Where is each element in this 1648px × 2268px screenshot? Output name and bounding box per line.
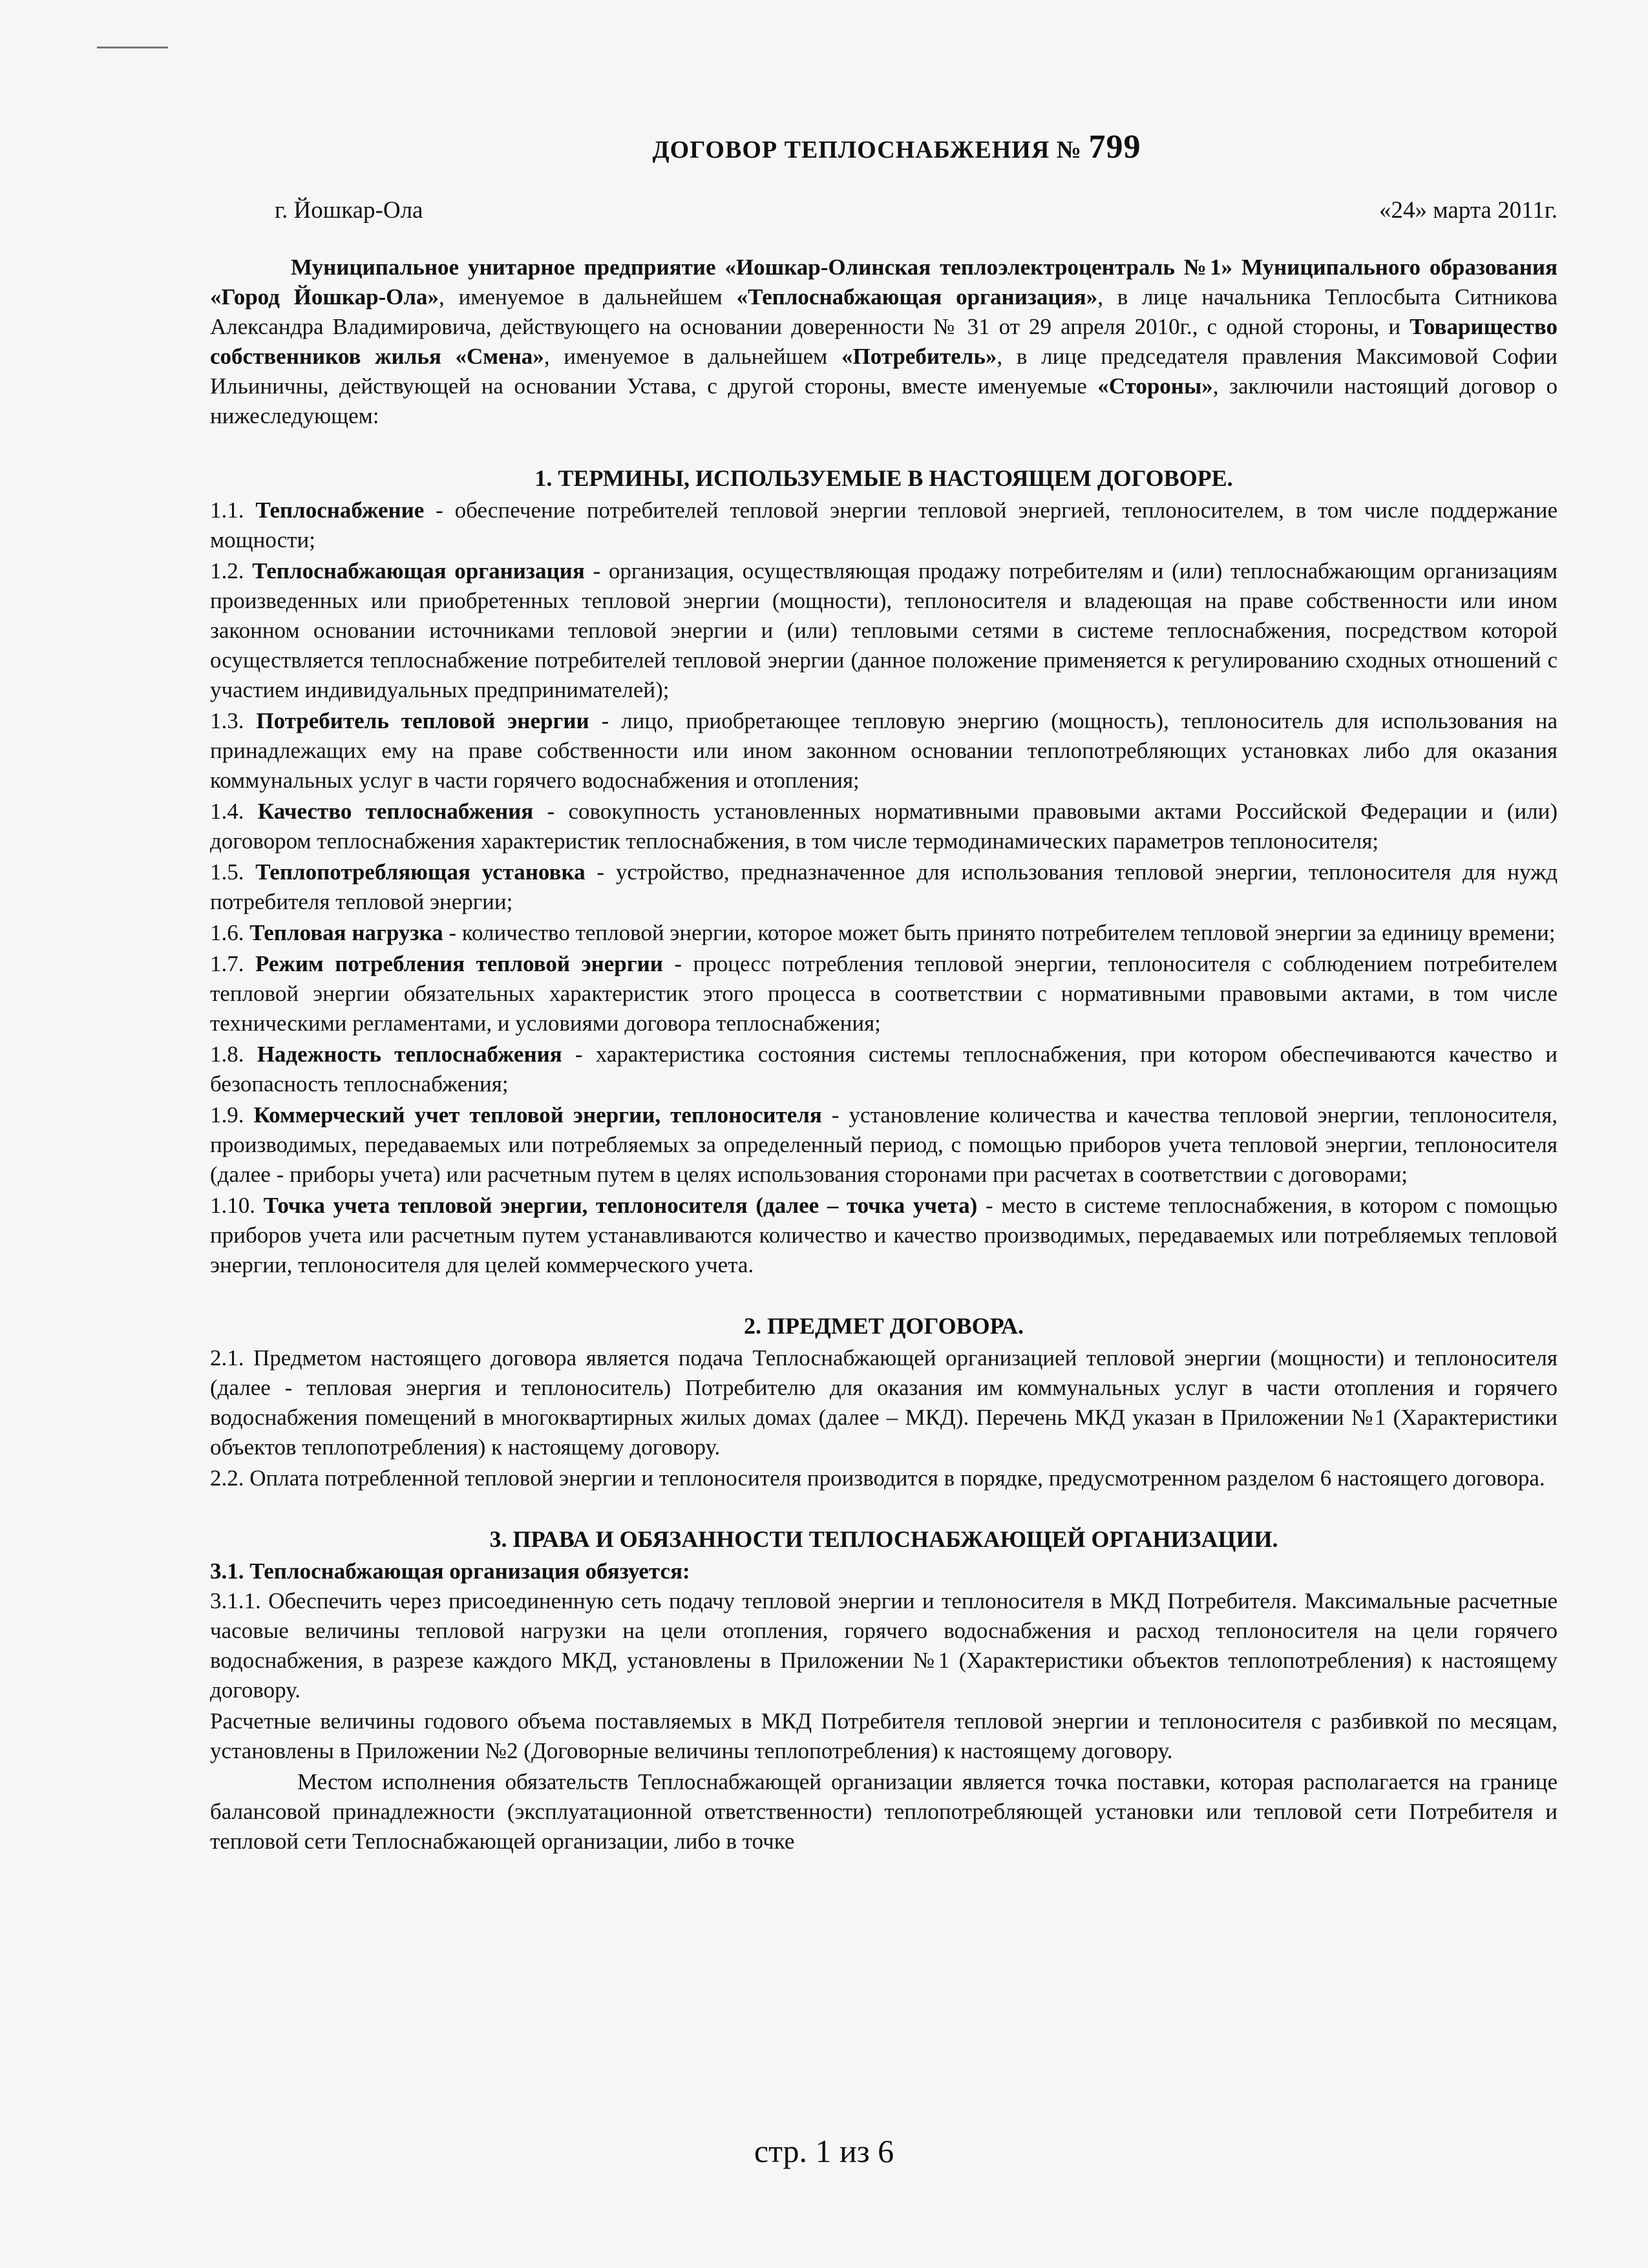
term-name: Точка учета тепловой энергии, теплоносителя (далее – точка учета) xyxy=(263,1193,978,1218)
term-item xyxy=(210,949,1558,1038)
section-3-title: 3. ПРАВА И ОБЯЗАННОСТИ ТЕПЛОСНАБЖАЮЩЕЙ ОРГАНИЗАЦИИ. xyxy=(489,1526,1278,1552)
term-number: 1.5. xyxy=(210,859,256,885)
clause-3-1-heading: 3.1. Теплоснабжающая организация обязуется: xyxy=(210,1559,690,1584)
term-number: 1.9. xyxy=(210,1102,254,1128)
section-2-title: 2. ПРЕДМЕТ ДОГОВОРА. xyxy=(744,1313,1024,1339)
clause-3-1-1: 3.1.1. Обеспечить через присоединенную сеть подачу тепловой энергии и теплоносителя в МКД Потребителя. Максимальные расчетные часовые величины тепловой нагрузки на цели отопления, горячего водоснабжения и расход теплоносителя на цели горячего водоснабжения, в разрезе каждого МКД, установлены в Приложении №1 (Характеристики объектов теплопотребления) к настоящему договору. xyxy=(210,1588,1558,1703)
term-name: Коммерческий учет тепловой энергии, теплоносителя xyxy=(253,1102,822,1128)
term-definition: - количество тепловой энергии, которое может быть принято потребителем тепловой энергии за единицу времени; xyxy=(443,920,1556,945)
term-number: 1.10. xyxy=(210,1193,264,1218)
city-date-row xyxy=(210,196,1558,226)
city: г. Йошкар-Ола xyxy=(275,197,423,224)
term-definition: - совокупность установленных нормативными правовыми актами Российской Федерации и (или) договором теплоснабжения характеристик теплоснабжения, в том числе термодинамических параметров теплоносителя; xyxy=(210,799,1558,854)
term-number: 1.8. xyxy=(210,1042,257,1067)
term-item xyxy=(210,857,1558,917)
clause-2-2: 2.2. Оплата потребленной тепловой энергии и теплоносителя производится в порядке, предусмотренном разделом 6 настоящего договора. xyxy=(210,1465,1545,1491)
term-item xyxy=(210,797,1558,856)
contract-number: 799 xyxy=(1088,129,1141,165)
term-item xyxy=(210,1100,1558,1190)
term-name: Теплоснабжающая организация xyxy=(252,558,585,583)
term-definition: - процесс потребления тепловой энергии, теплоносителя с соблюдением потребителем тепловой энергии обязательных характеристик этого процесса в соответствии с нормативными правовыми актами, в том числе техническими регламентами, и условиями договора теплоснабжения; xyxy=(210,951,1558,1036)
scan-mark xyxy=(97,47,168,48)
clause-3-1-1-cont: Расчетные величины годового объема поставляемых в МКД Потребителя тепловой энергии и теплоносителя с разбивкой по месяцам, установлены в Приложении №2 (Договорные величины теплопотребления) к настоящему договору. xyxy=(210,1708,1558,1763)
section-1-items xyxy=(210,496,1558,1280)
document-body xyxy=(210,129,1558,1858)
term-number: 1.6. xyxy=(210,920,250,945)
term-name: Тепловая нагрузка xyxy=(249,920,443,945)
contract-date: «24» марта 2011г. xyxy=(1379,197,1558,224)
title-text: ДОГОВОР ТЕПЛОСНАБЖЕНИЯ № xyxy=(652,136,1082,163)
term-name: Надежность теплоснабжения xyxy=(257,1042,562,1067)
term-definition: - обеспечение потребителей тепловой энергии тепловой энергией, теплоносителем, в том числе поддержание мощности; xyxy=(210,498,1558,552)
term-item xyxy=(210,556,1558,705)
clause-3-1-1-place: Местом исполнения обязательств Теплоснабжающей организации является точка поставки, которая располагается на границе балансовой принадлежности (эксплуатационной ответственности) теплопотребляющей установки или тепловой сети Потребителя и тепловой сети Теплоснабжающей организации, либо в точке xyxy=(210,1769,1558,1854)
term-name: Режим потребления тепловой энергии xyxy=(255,951,663,976)
clause-2-1: 2.1. Предметом настоящего договора является подача Теплоснабжающей организацией тепловой энергии (мощности) и теплоносителя (далее - тепловая энергия и теплоноситель) Потребителю для оказания им коммунальных услуг в части отопления и горячего водоснабжения помещений в многоквартирных жилых домах (далее – МКД). Перечень МКД указан в Приложении №1 (Характеристики объектов теплопотребления) к настоящему договору. xyxy=(210,1345,1558,1460)
intro-paragraph: Муниципальное унитарное предприятие «Иошкар-Олинская теплоэлектроцентраль №1» Муниципального образования «Город Йошкар-Ола», именуемое в дальнейшем «Теплоснабжающая организация», в лице начальника Теплосбыта Ситникова Александра Владимировича, действующего на основании доверенности № 31 от 29 апреля 2010г., с одной стороны, и Товарищество собственников жилья «Смена», именуемое в дальнейшем «Потребитель», в лице председателя правления Максимовой Софии Ильиничны, действующей на основании Устава, с другой стороны, вместе именуемые «Стороны», заключили настоящий договор о нижеследующем: xyxy=(210,255,1558,428)
term-name: Теплопотребляющая установка xyxy=(255,859,586,885)
page-number: стр. 1 из 6 xyxy=(754,2133,894,2169)
term-item xyxy=(210,1191,1558,1280)
term-item xyxy=(210,1040,1558,1099)
term-number: 1.4. xyxy=(210,799,258,824)
term-name: Качество теплоснабжения xyxy=(257,799,534,824)
section-1-title: 1. ТЕРМИНЫ, ИСПОЛЬЗУЕМЫЕ В НАСТОЯЩЕМ ДОГОВОРЕ. xyxy=(534,465,1233,491)
term-item xyxy=(210,918,1558,948)
term-name: Потребитель тепловой энергии xyxy=(256,708,589,733)
term-item xyxy=(210,706,1558,795)
term-definition: - место в системе теплоснабжения, в котором с помощью приборов учета или расчетным путем устанавливаются количество и качество производимых, передаваемых или потребляемых тепловой энергии, теплоносителя для целей коммерческого учета. xyxy=(210,1193,1558,1277)
term-number: 1.2. xyxy=(210,558,253,583)
term-name: Теплоснабжение xyxy=(255,498,425,523)
term-definition: - установление количества и качества тепловой энергии, теплоносителя, производимых, передаваемых или потребляемых за определенный период, с помощью приборов учета тепловой энергии, теплоносителя (далее - приборы учета) или расчетным путем в целях использования сторонами при расчетах в соответствии с договорами; xyxy=(210,1102,1558,1187)
document-title xyxy=(236,129,1558,165)
term-number: 1.3. xyxy=(210,708,257,733)
term-definition: - устройство, предназначенное для использования тепловой энергии, теплоносителя для нужд потребителя тепловой энергии; xyxy=(210,859,1558,914)
term-number: 1.1. xyxy=(210,498,256,523)
term-item xyxy=(210,496,1558,555)
term-number: 1.7. xyxy=(210,951,255,976)
term-definition: - организация, осуществляющая продажу потребителям и (или) теплоснабжающим организациям произведенных или приобретенных тепловой энергии (мощности), теплоносителя и владеющая на праве собственности или ином законном основании источниками тепловой энергии и (или) тепловыми сетями в системе теплоснабжения, посредством которой осуществляется теплоснабжение потребителей тепловой энергии (данное положение применяется к регулированию сходных отношений с участием индивидуальных предпринимателей); xyxy=(210,558,1558,702)
term-definition: - лицо, приобретающее тепловую энергию (мощность), теплоноситель для использования на принадлежащих ему на праве собственности или ином законном основании теплопотребляющих установках либо для оказания коммунальных услуг в части горячего водоснабжения и отопления; xyxy=(210,708,1558,793)
term-definition: - характеристика состояния системы теплоснабжения, при котором обеспечиваются качество и безопасность теплоснабжения; xyxy=(210,1042,1558,1097)
